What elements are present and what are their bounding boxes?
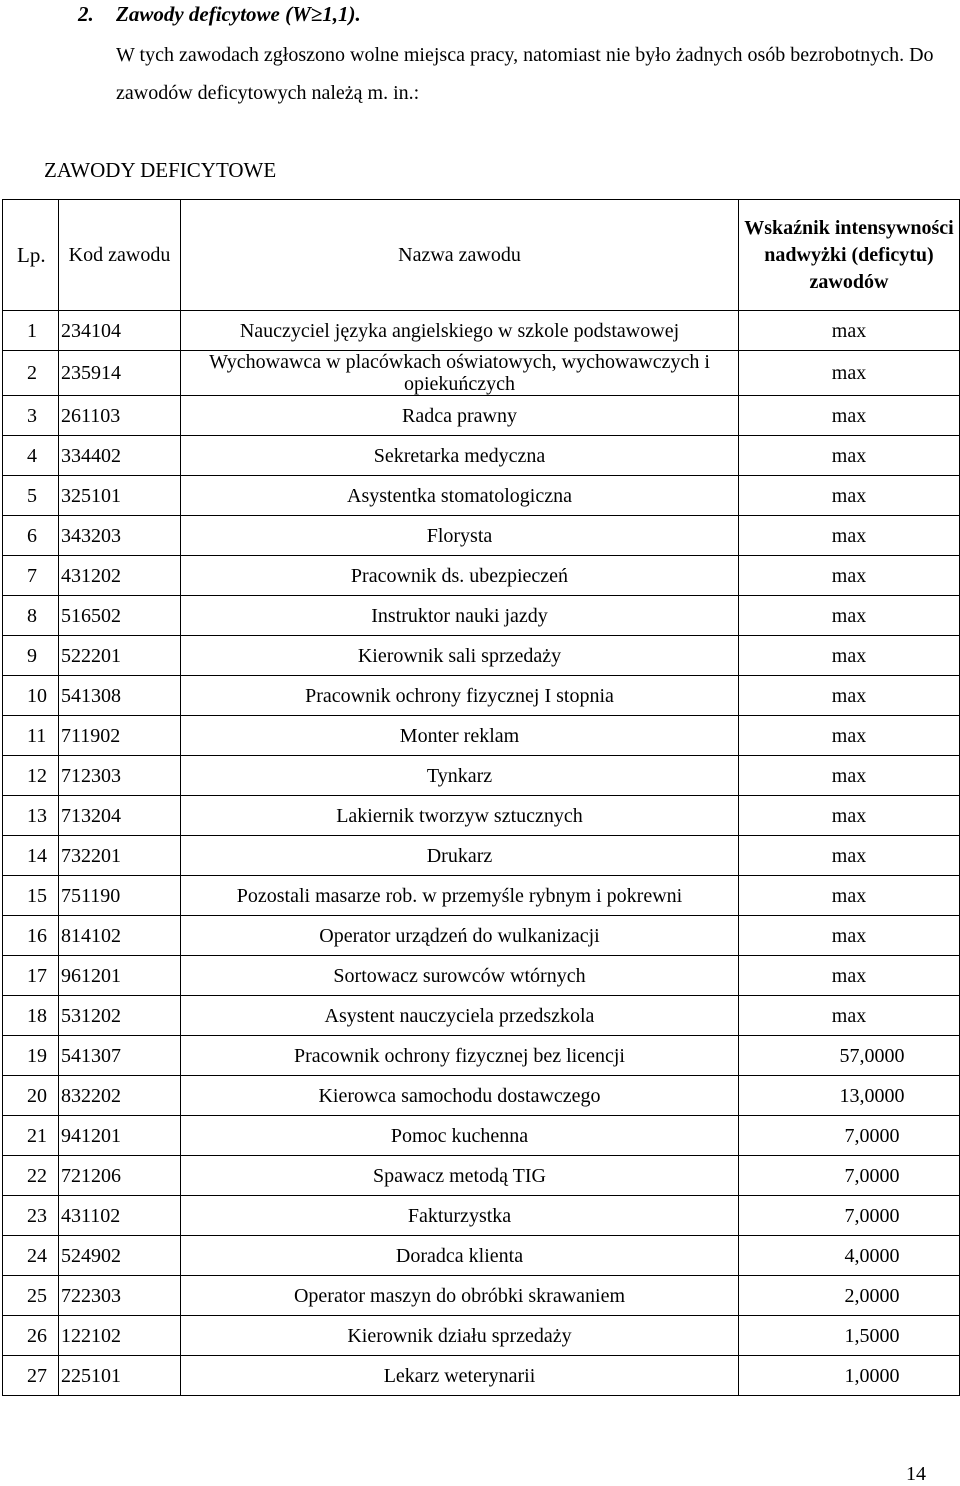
header-nazwa: Nazwa zawodu (181, 200, 739, 311)
row-nazwa: Doradca klienta (181, 1236, 739, 1276)
row-kod: 961201 (59, 956, 181, 996)
row-lp: 15 (3, 876, 59, 916)
row-kod: 431102 (59, 1196, 181, 1236)
row-nazwa: Pracownik ds. ubezpieczeń (181, 556, 739, 596)
row-kod: 751190 (59, 876, 181, 916)
row-kod: 712303 (59, 756, 181, 796)
table-row (3, 1156, 960, 1196)
row-wskaznik: max (739, 476, 960, 516)
row-kod: 941201 (59, 1116, 181, 1156)
row-nazwa: Monter reklam (181, 716, 739, 756)
row-wskaznik: max (739, 996, 960, 1036)
row-kod: 234104 (59, 311, 181, 351)
row-wskaznik: max (739, 516, 960, 556)
header-wskaznik: Wskaźnik intensywności nadwyżki (deficytu) zawodów (739, 200, 960, 311)
row-kod: 832202 (59, 1076, 181, 1116)
table-row (3, 796, 960, 836)
row-lp: 9 (3, 636, 59, 676)
row-wskaznik: max (739, 796, 960, 836)
row-wskaznik: 57,0000 (739, 1036, 960, 1076)
row-kod: 524902 (59, 1236, 181, 1276)
row-wskaznik: max (739, 836, 960, 876)
table-row (3, 596, 960, 636)
row-lp: 27 (3, 1356, 59, 1396)
row-nazwa: Radca prawny (181, 396, 739, 436)
row-nazwa: Fakturzystka (181, 1196, 739, 1236)
row-lp: 17 (3, 956, 59, 996)
row-kod: 522201 (59, 636, 181, 676)
row-lp: 6 (3, 516, 59, 556)
row-wskaznik: max (739, 916, 960, 956)
row-kod: 713204 (59, 796, 181, 836)
row-nazwa: Pozostali masarze rob. w przemyśle rybnym i pokrewni (181, 876, 739, 916)
row-kod: 431202 (59, 556, 181, 596)
table-row (3, 1236, 960, 1276)
row-wskaznik: 4,0000 (739, 1236, 960, 1276)
table-row (3, 1356, 960, 1396)
row-nazwa: Sekretarka medyczna (181, 436, 739, 476)
row-nazwa: Kierowca samochodu dostawczego (181, 1076, 739, 1116)
row-kod: 732201 (59, 836, 181, 876)
table-row (3, 516, 960, 556)
deficit-occupations-table (2, 199, 960, 1396)
table-row (3, 756, 960, 796)
table-row (3, 1316, 960, 1356)
row-lp: 12 (3, 756, 59, 796)
row-lp: 14 (3, 836, 59, 876)
row-nazwa: Lekarz weterynarii (181, 1356, 739, 1396)
row-kod: 721206 (59, 1156, 181, 1196)
row-wskaznik: 1,0000 (739, 1356, 960, 1396)
row-lp: 16 (3, 916, 59, 956)
section-heading (78, 2, 361, 27)
table-row (3, 636, 960, 676)
table-row (3, 876, 960, 916)
row-kod: 531202 (59, 996, 181, 1036)
row-nazwa: Asystentka stomatologiczna (181, 476, 739, 516)
row-lp: 22 (3, 1156, 59, 1196)
row-lp: 5 (3, 476, 59, 516)
table-row (3, 436, 960, 476)
row-kod: 261103 (59, 396, 181, 436)
row-lp: 24 (3, 1236, 59, 1276)
table-row (3, 956, 960, 996)
table-row (3, 351, 960, 396)
row-wskaznik: max (739, 756, 960, 796)
row-lp: 18 (3, 996, 59, 1036)
row-nazwa: Nauczyciel języka angielskiego w szkole podstawowej (181, 311, 739, 351)
row-lp: 23 (3, 1196, 59, 1236)
row-nazwa: Wychowawca w placówkach oświatowych, wychowawczych i opiekuńczych (181, 351, 739, 396)
row-kod: 235914 (59, 351, 181, 396)
row-kod: 711902 (59, 716, 181, 756)
row-wskaznik: max (739, 596, 960, 636)
row-wskaznik: max (739, 956, 960, 996)
row-kod: 814102 (59, 916, 181, 956)
row-kod: 334402 (59, 436, 181, 476)
row-nazwa: Sortowacz surowców wtórnych (181, 956, 739, 996)
row-nazwa: Lakiernik tworzyw sztucznych (181, 796, 739, 836)
row-wskaznik: max (739, 351, 960, 396)
table-header-row (3, 200, 960, 311)
row-nazwa: Operator maszyn do obróbki skrawaniem (181, 1276, 739, 1316)
table-row (3, 1036, 960, 1076)
row-wskaznik: max (739, 636, 960, 676)
section-number: 2. (78, 2, 94, 26)
row-kod: 722303 (59, 1276, 181, 1316)
table-row (3, 1116, 960, 1156)
row-kod: 541307 (59, 1036, 181, 1076)
row-wskaznik: max (739, 396, 960, 436)
row-lp: 21 (3, 1116, 59, 1156)
table-row (3, 476, 960, 516)
row-wskaznik: max (739, 311, 960, 351)
row-kod: 541308 (59, 676, 181, 716)
row-lp: 2 (3, 351, 59, 396)
table-row (3, 396, 960, 436)
section-title: Zawody deficytowe (W≥1,1). (116, 2, 361, 26)
row-nazwa: Spawacz metodą TIG (181, 1156, 739, 1196)
table-row (3, 836, 960, 876)
table-row (3, 556, 960, 596)
row-lp: 11 (3, 716, 59, 756)
row-lp: 13 (3, 796, 59, 836)
row-nazwa: Asystent nauczyciela przedszkola (181, 996, 739, 1036)
row-nazwa: Drukarz (181, 836, 739, 876)
table-row (3, 1076, 960, 1116)
row-lp: 4 (3, 436, 59, 476)
row-wskaznik: 7,0000 (739, 1196, 960, 1236)
row-lp: 8 (3, 596, 59, 636)
row-kod: 122102 (59, 1316, 181, 1356)
page-number: 14 (906, 1463, 926, 1485)
row-nazwa: Operator urządzeń do wulkanizacji (181, 916, 739, 956)
header-kod: Kod zawodu (59, 200, 181, 311)
row-nazwa: Kierownik działu sprzedaży (181, 1316, 739, 1356)
table-row (3, 311, 960, 351)
table-body (3, 311, 960, 1396)
row-wskaznik: max (739, 876, 960, 916)
row-kod: 516502 (59, 596, 181, 636)
row-wskaznik: 13,0000 (739, 1076, 960, 1116)
row-lp: 3 (3, 396, 59, 436)
header-lp: Lp. (3, 200, 59, 311)
row-lp: 1 (3, 311, 59, 351)
table-title: ZAWODY DEFICYTOWE (44, 158, 277, 182)
row-wskaznik: 1,5000 (739, 1316, 960, 1356)
row-wskaznik: max (739, 716, 960, 756)
row-lp: 7 (3, 556, 59, 596)
table-row (3, 996, 960, 1036)
row-nazwa: Pracownik ochrony fizycznej I stopnia (181, 676, 739, 716)
table-row (3, 916, 960, 956)
section-intro: W tych zawodach zgłoszono wolne miejsca pracy, natomiast nie było żadnych osób bezrobotnych. Do zawodów deficytowych należą m. in.: (116, 44, 934, 104)
row-lp: 25 (3, 1276, 59, 1316)
row-lp: 26 (3, 1316, 59, 1356)
table-row (3, 1276, 960, 1316)
row-lp: 19 (3, 1036, 59, 1076)
row-wskaznik: max (739, 676, 960, 716)
row-nazwa: Pracownik ochrony fizycznej bez licencji (181, 1036, 739, 1076)
row-nazwa: Florysta (181, 516, 739, 556)
row-kod: 343203 (59, 516, 181, 556)
table-row (3, 716, 960, 756)
row-kod: 325101 (59, 476, 181, 516)
row-wskaznik: max (739, 556, 960, 596)
table-row (3, 1196, 960, 1236)
row-nazwa: Instruktor nauki jazdy (181, 596, 739, 636)
row-lp: 10 (3, 676, 59, 716)
row-kod: 225101 (59, 1356, 181, 1396)
row-lp: 20 (3, 1076, 59, 1116)
row-wskaznik: max (739, 436, 960, 476)
row-wskaznik: 7,0000 (739, 1116, 960, 1156)
table-row (3, 676, 960, 716)
row-nazwa: Kierownik sali sprzedaży (181, 636, 739, 676)
row-wskaznik: 2,0000 (739, 1276, 960, 1316)
row-nazwa: Tynkarz (181, 756, 739, 796)
row-wskaznik: 7,0000 (739, 1156, 960, 1196)
row-nazwa: Pomoc kuchenna (181, 1116, 739, 1156)
